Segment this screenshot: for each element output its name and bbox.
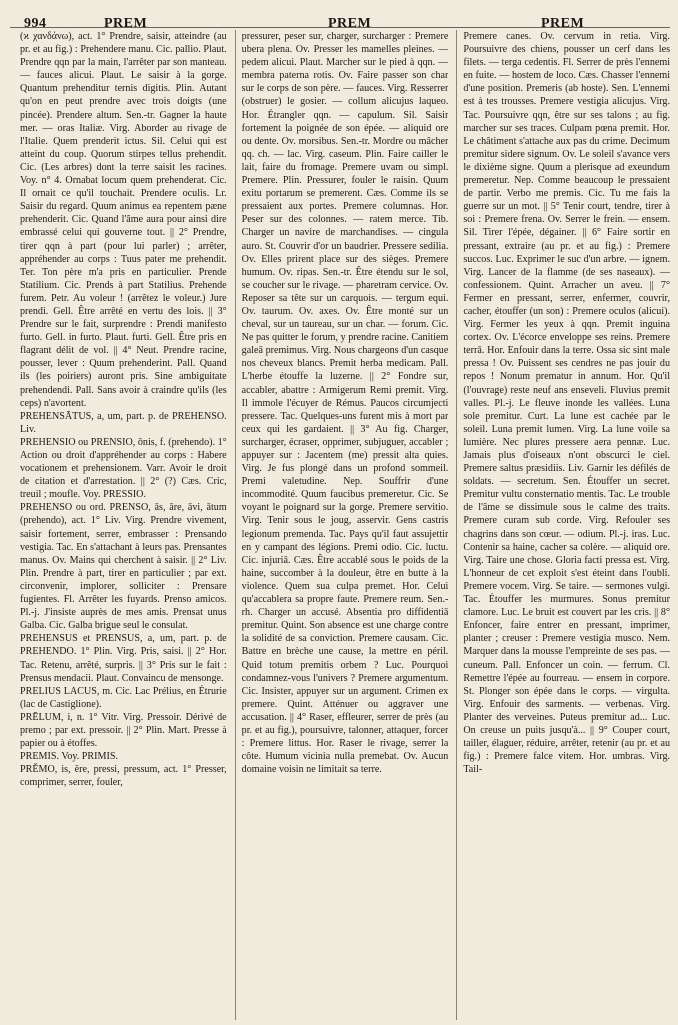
left-guide-word: PREM: [104, 16, 148, 31]
column-middle: [235, 30, 449, 1020]
page-header: [14, 10, 670, 32]
entry-premo-cont-2: Premere canes. Ov. cervum in retia. Virg. Poursuivre des chiens, pousser un cerf dans les filets. — terga cedentis. Fl. Serrer de près l'ennemi en fuite. — hostem de loco. Cæs. Chasser l'ennemi d'une position. Premeris (ab hoste). Sen. L'ennemi est à tes trousses. Premere vestigia alicujus. Virg. Tac. Poursuivre qqn, être sur ses talons ; au fig. marcher sur ses traces. Culpam pœna premit. Hor. Le châtiment s'attache aux pas du crime. Decimum premitur sidere signum. Ov. Le soleil s'avance vers le dixième signe. Quum a plerisque ad exeundum premeretur. Nep. Comme beaucoup le pressaient de partir. Verbo me premis. Cic. Tu me fais la guerre sur un mot. || 5° Tenir court, tendre, tirer à soi : Premere frena. Ov. Serrer le frein. — ensem. Sil. Tirer l'épée, dégainer. || 6° Faire sortir en pressant, extraire (au pr. et au fig.) : Premere succos. Luc. Exprimer le suc d'un arbre. — ignem. Virg. Lancer de la flamme (de ses naseaux). — confessionem. Quint. Arracher un aveu. || 7° Fermer en pressant, serrer, enfermer, couvrir, cacher, étouffer (un son) : Premere oculos (alicui). Virg. Fermer les yeux à qqn. Premit inguina cortex. Ov. L'écorce enveloppe ses reins. Premere terrā. Hor. Enfouir dans la terre. Ossa sic sint male pressa ! Ov. Puissent ses cendres ne pas jouir du repos ! Nonum prematur in annum. Hor. Qu'il (l'ouvrage) reste neuf ans enseveli. Fluvius premit valles. Pl.-j. Le fleuve inonde les vallées. Luna sole premitur. Curt. La lune est cachée par le soleil. Luna premit lumen. Virg. La lune voile sa lumière. Nec plures pressere aera pennæ. Luc. Jamais plus d'oiseaux n'ont obscurci le ciel. Premere saltus præsidiis. Liv. Garnir les défilés de soldats. — secretum. Sen. Étouffer un secret. Premitur vultu consternatio mentis. Tac. Le trouble de l'âme se dissimule sous le calme des traits. Premere curam sub corde. Virg. Refouler ses chagrins dans son cœur. — odium. Pl.-j. iras. Luc. Contenir sa haine, cacher sa colère. — aliquid ore. Virg. Taire une chose. Gloria facti pressa est. Virg. L'honneur de cet exploit s'est éteint dans l'oubli. Premere vocem. Virg. Se taire. — sermones vulgi. Tac. Étouffer les murmures. Sonus premitur clamore. Luc. Le bruit est couvert par les cris. || 8° Enfoncer, faire entrer en pressant, imprimer, planter ; creuser : Premere vestigia musco. Nem. Marquer dans la mousse l'empreinte de ses pas. — cuneum. Pall. Enfoncer un coin. — ferrum. Cl. Remettre l'épée au fourreau. — ensem in corpore. St. Plonger son épée dans le corps. — virgulta. Virg. Enfouir des sarments. — verbenas. Virg. Planter des verveines. Puteus premitur ad... Luc. On creuse un puits jusqu'à... || 9° Couper court, tailler, élaguer, réduire, arrêter, retenir (au pr. et au fig.) : Premere falce vitem. Hor. umbras. Virg. Tail-: [463, 31, 671, 776]
entry-premo-cont: pressurer, peser sur, charger, surcharger : Premere ubera plena. Ov. Presser les mamelles pleines. — pedem alicui. Plaut. Marcher sur le pied à qqn. — membra paterna rotis. Ov. Faire passer son char sur le corps de son père. — fauces. Virg. Resserrer (obstruer) le gosier. — collum alicujus laqueo. Hor. Étrangler qqn. — capulum. Sil. Saisir fortement la poignée de son épée. — aliquid ore ou dente. Ov. morsibus. Sen.-tr. Mordre ou mâcher qq. ch. — lac. Virg. caseum. Plin. Faire cailler le lait, faire du fromage. Premere uvam ou simpl. Premere. Plin. Pressurer, fouler le raisin. Quum exitu portarum se premerent. Cæs. Comme ils se pressaient aux portes. Premere columnas. Hor. Peser sur des colonnes. — ratem merce. Tib. Charger un navire de marchandises. — cingula auro. St. Couvrir d'or un baudrier. Pressere sedilia. Ov. Elles prirent place sur des sièges. Premere humum. Ov. ripas. Sen.-tr. Être étendu sur le sol, se coucher sur le rivage. — pharetram cervice. Ov. Reposer sa tête sur un carquois. — tergum equi. Ov. taurum. Ov. axes. Ov. Être monté sur un cheval, sur un taureau, sur un char. — forum. Cic. Ne pas quitter le forum, y prendre racine. Canitiem galeā premimus. Virg. Nous chargeons d'un casque nos cheveux blancs. Premit herba medicam. Pall. L'herbe étouffe la luzerne. || 2° Fondre sur, accabler, abattre : Armigerum Remi premit. Virg. Il immole l'écuyer de Rémus. Paucos circumjecti pressere. Tac. Quelques-uns furent mis à mort par ceux qui les gardaient. || 3° Au fig. Charger, surcharger, écraser, opprimer, subjuguer, accabler ; appuyer sur : Jacentem (me) pressit alta quies. Virg. Je fus plongé dans un profond sommeil. Premi valetudine. Nep. Souffrir d'une incommodité. Quum faucibus premeretur. Cic. Se voyant le poignard sur la gorge. Premere servitio. Virg. Tenir sous le joug, asservir. Gens castris legionum premenda. Tac. Pays qu'il faut assujettir en y campant des légions. Premi odio. Cic. luctu. Cic. injuriā. Cæs. Être accablé sous le poids de la haine, succomber à la douleur, être en butte à la violence. Quem sua culpa premet. Hor. Celui qu'accablera sa propre faute. Premere reum. Sen.-rh. Charger un accusé. Absentia pro diffidentiā premitur. Quint. Son absence est une charge contre la solidité de sa conviction. Premere causam. Cic. Battre en brèche une cause, la mettre en péril. Quid totum premitis orbem ? Luc. Pourquoi condamnez-vous l'univers ? Premere argumentum. Cic. Insister, appuyer sur un argument. Crimen ex premere. Quint. Atténuer ou aggraver une accusation. || 4° Raser, effleurer, serrer de près (au pr. et au fig.), poursuivre, talonner, attaquer, forcer : Premere littus. Hor. Raser le rivage, serrer la côte. Humum vicinia nulla premebat. Ov. Aucun domaine voisin ne limitait sa terre.: [241, 31, 449, 776]
center-guide-word: PREM: [328, 16, 372, 31]
column-left: [20, 30, 227, 1020]
text-columns: [20, 30, 670, 1020]
header-rule: [10, 27, 670, 28]
entry-premo: PRĔMO, is, ĕre, pressi, pressum, act. 1° Presser, comprimer, serrer, fouler,: [20, 764, 227, 789]
entry-prehenso: PREHENSO ou ord. PRENSO, ās, āre, āvi, ātum (prehendo), act. 1° Liv. Virg. Prendre vivement, saisir fortement, serrer, embrasser : Prensando vestigia. Tac. En s'attachant à leurs pas. Prensantes manus. Ov. Mains qui cherchent à saisir. || 2° Liv. Plin. Prendre à part, tirer en particulier ; par ext. circonvenir, implorer, solliciter : Prensare fugientes. Fl. Arrêter les fuyards. Prenso amicos. Pl.-j. J'insiste auprès de mes amis. Prensat unus Galba. Cic. Galba brigue seul le consulat.: [20, 502, 227, 632]
entry-prehendo-cont: (ϰ χανδάνω), act. 1° Prendre, saisir, atteindre (au pr. et au fig.) : Prehendere manu. Cic. pallio. Plaut. Prendre qqn par la main, l'arrêter par son manteau. — fauces alicui. Plaut. Le saisir à la gorge. Quantum prehenditur ternis digitis. Plin. Autant qu'on en peut prendre avec trois doigts (une pincée). Prendere altum. Sen.-tr. Gagner la haute mer. — oras Italiæ. Virg. Aborder au rivage de l'Italie. Quem prenderit ictus. Sil. Celui qui est atteint du coup. Quorum stirpes tellus prehendit. Cic. (Les arbres) dont la terre saisit les racines. Voy. n° 4. Ornabat locum quem prehenderat. Cic. Il ornait ce qu'il touchait. Prendere oculis. Lr. Saisir du regard. Quum animus ea repentem pæne prehenderit. Cic. Quand l'âme aura pour ainsi dire embrassé celui qui gouverne tout. || 2° Prendre, tirer qqn à part (pour lui parler) ; arrêter, appréhender au corps : Tuus pater me prehendit. Ter. Ton père m'a pris en particulier. Prende Statilium. Cic. Prends à part Statilius. Prehende furem. Petr. Au voleur ! (arrêtez le voleur.) Jure prendi. Gell. Être arrêté en vertu des lois. || 3° Prendre sur le fait, surprendre : Prendi manifesto furto. Gell. in furto. Plaut. furti. Gell. Être pris en flagrant délit de vol. || 4° Neut. Prendre racine, pousser, lever : Quum prehenderint. Pall. Quand ils (les poiriers) auront pris. Sine ambiguitate prehendendi. Pall. Sans avoir à craindre qu'ils (les ceps) n'avortent.: [20, 31, 227, 409]
entry-prehensio: PREHENSIO ou PRENSIO, ōnis, f. (prehendo). 1° Action ou droit d'appréhender au corps : Habere vocationem et prehensionem. Varr. Avoir le droit de citation et d'arrestation. || 2° (?) Cæs. Cric, treuil ; moufle. Voy. PRESSIO.: [20, 436, 227, 501]
entry-prehensus: PREHENSUS et PRENSUS, a, um, part. p. de PREHENDO. 1° Plin. Virg. Pris, saisi. || 2° Hor. Tac. Retenu, arrêté, surpris. || 3° Pris sur le fait : Prensus mendacii. Plaut. Convaincu de mensonge.: [20, 633, 227, 684]
page-number: 994: [24, 16, 47, 31]
entry-premis: PREMIS. Voy. PRIMIS.: [20, 751, 118, 763]
entry-prehensatus: PREHENSĀTUS, a, um, part. p. de PREHENSO. Liv.: [20, 410, 227, 435]
column-right: [456, 30, 670, 1020]
right-guide-word: PREM: [541, 16, 585, 31]
entry-prelum: PRĒLUM, i, n. 1° Vitr. Virg. Pressoir. Dérivé de premo ; par ext. pressoir. || 2° Plin. Mart. Presse à papier ou à étoffes.: [20, 711, 227, 750]
entry-prelius-lacus: PRELIUS LACUS, m. Cic. Lac Prélius, en Étrurie (lac de Castiglione).: [20, 685, 227, 710]
